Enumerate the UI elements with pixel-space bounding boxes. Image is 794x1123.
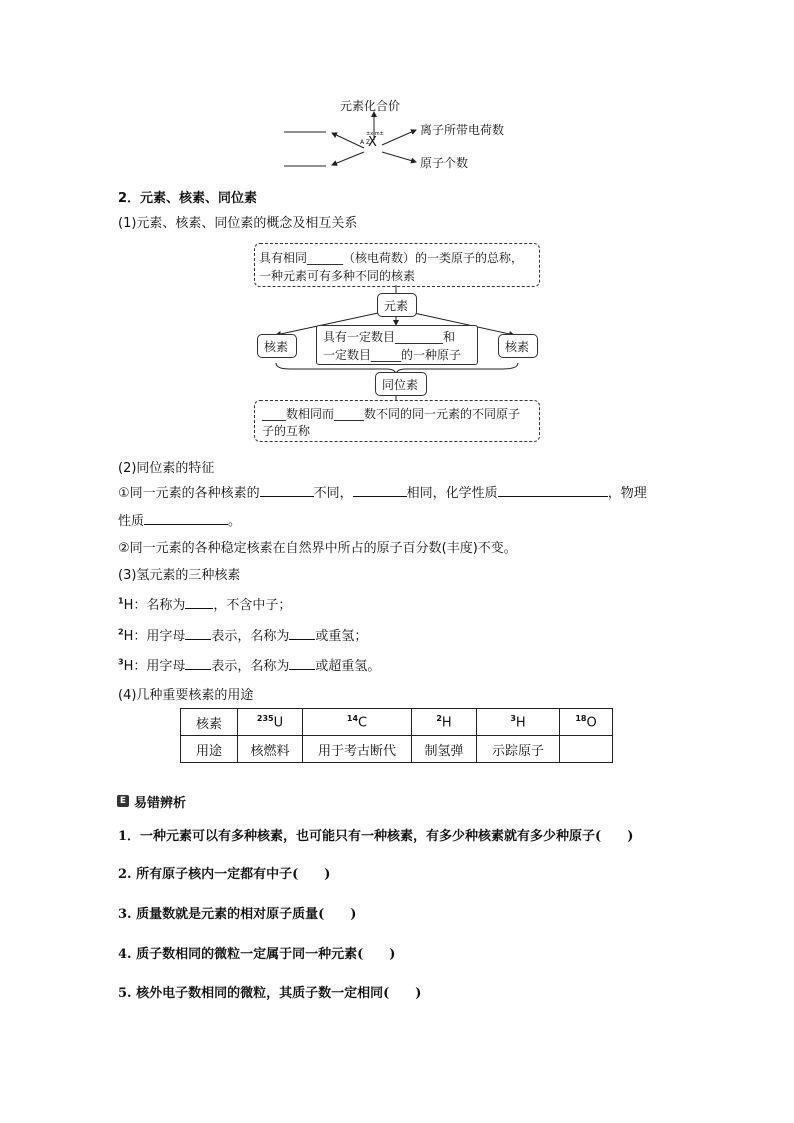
blank [353,484,407,497]
features-item-2: ②同一元素的各种稳定核素在自然界中所占的原子百分数(丰度)不变。 [118,541,517,556]
c-symbol: C [358,715,368,731]
blank [498,484,608,497]
c-mass: 14 [346,713,359,723]
uses-title: (4)几种重要核素的用途 [118,688,254,703]
blank [260,484,314,497]
blank [185,627,211,640]
h2-mass: 2 [118,627,124,637]
error-analysis-icon: E [117,795,129,807]
h3-symbol: H [515,715,526,731]
blank [289,657,315,670]
table-cell: 用于考古断代 [303,736,412,763]
table-header-cell [303,709,412,736]
feature-1-text-c: 相同，化学性质 [406,486,498,501]
table-header-cell [560,709,613,736]
question-4: 4. 质子数相同的微粒一定属于同一种元素( ) [118,947,396,962]
u-mass: 235 [256,713,274,723]
nuclide-uses-table [180,708,613,763]
notation-sup: ±x m± [366,131,384,137]
h1-text-b: ，不含中子； [213,598,292,613]
feature-1-text-e: 性质 [118,514,145,529]
h2-text-c: 或重氢； [315,629,368,644]
table-cell: 用途 [181,736,238,763]
table-row [181,736,613,763]
table-header-cell [412,709,477,736]
table-cell: 制氢弹 [412,736,477,763]
hydrogen-title: (3)氢元素的三种核素 [118,568,241,583]
question-1: 1．一种元素可以有多种核素，也可能只有一种核素，有多少种核素就有多少种原子( ) [118,829,634,844]
table-header-cell [477,709,560,736]
element-definition-line2: 一种元素可有多种不同的核素 [259,269,416,283]
h2-text-a: H：用字母 [123,629,186,644]
feature-1-text-a: ①同一元素的各种核素的 [118,486,260,501]
table-cell: 核燃料 [238,736,303,763]
features-title: (2)同位素的特征 [118,461,215,476]
h2-text-b: 表示，名称为 [211,629,290,644]
valence-label: 元素化合价 [340,99,401,113]
h3-text-c: 或超重氢。 [315,659,381,674]
atom-count-label: 原子个数 [420,156,469,170]
section-2-subtitle: (1)元素、核素、同位素的概念及相互关系 [118,216,358,231]
section-2-title: 2．元素、核素、同位素 [118,191,258,206]
feature-1-text-f: 。 [228,514,242,529]
table-cell: 示踪原子 [477,736,560,763]
features-item-1-cont [118,510,241,529]
feature-1-text-b: 不同， [313,486,353,501]
blank [289,627,315,640]
nuclide-node-left-label: 核素 [264,340,289,354]
error-analysis-title: 易错辨析 [134,796,187,811]
o-mass: 18 [575,713,587,723]
table-header-cell [238,709,303,736]
u-symbol: U [273,715,284,731]
isotope-definition-line1: ____数相同而_____数不同的同一元素的不同原子 [262,407,521,421]
features-item-1 [118,482,647,501]
h1-text-a: H：名称为 [123,598,186,613]
hydrogen-2 [118,625,367,644]
question-2: 2. 所有原子核内一定都有中子( ) [118,867,331,882]
question-5: 5. 核外电子数相同的微粒，其质子数一定相同( ) [118,986,422,1001]
h3-text-a: H：用字母 [123,659,186,674]
element-symbol: X [368,135,377,150]
hydrogen-1 [118,594,291,613]
h3-mass-cell: 3 [510,713,516,723]
blank [185,657,211,670]
o-symbol: O [586,715,597,731]
isotope-definition-line2: 子的互称 [262,424,311,438]
isotope-node-label: 同位素 [382,378,419,392]
table-header-cell: 核素 [181,709,238,736]
hydrogen-3 [118,655,380,674]
question-3: 3. 质量数就是元素的相对原子质量( ) [118,907,357,922]
blank [185,596,213,609]
notation-sub: A Z [360,139,371,146]
ion-charge-label: 离子所带电荷数 [420,123,505,137]
h2-symbol: H [441,715,452,731]
feature-1-text-d: ，物理 [607,486,647,501]
nuclide-node-right-label: 核素 [505,340,530,354]
table-row [181,709,613,736]
blank [144,512,228,525]
table-cell [560,736,613,763]
h3-text-b: 表示，名称为 [211,659,290,674]
h2-mass-cell: 2 [436,713,442,723]
element-definition-line1: 具有相同______（核电荷数）的一类原子的总称， [259,251,524,265]
nuclide-definition-line2: 一定数目_____的一种原子 [323,348,462,362]
h1-mass: 1 [118,596,124,606]
element-node-label: 元素 [384,299,409,313]
h3-mass: 3 [118,657,124,667]
nuclide-definition-line1: 具有一定数目________和 [323,330,456,344]
